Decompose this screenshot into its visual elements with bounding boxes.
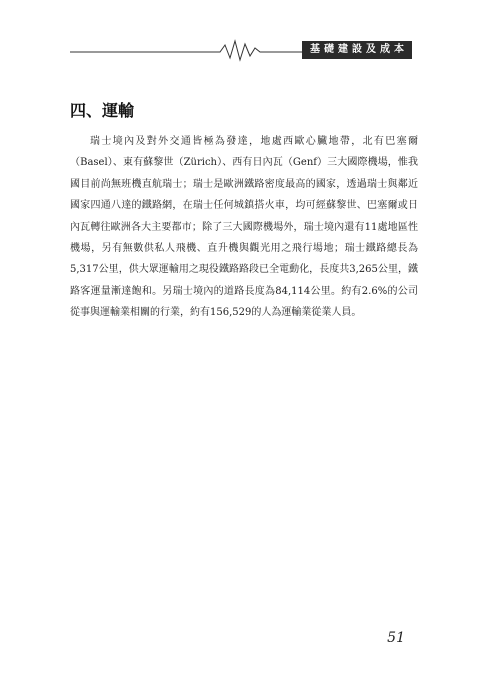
section-title: 四、運輸 [70,101,135,120]
header-label: 基礎建設及成本 [302,41,412,59]
page-number: 51 [387,630,405,646]
running-header [70,36,412,64]
section-paragraph: 瑞士境內及對外交通皆極為發達，地處西歐心臟地帶，北有巴塞爾（Basel）、東有蘇黎世（Zürich）、西有日內瓦（Genf）三大國際機場，惟我國目前尚無班機直航瑞士；瑞士是歐洲鐵路密度最高的國家，透過瑞士與鄰近國家四通八達的鐵路網，在瑞士任何城鎮搭火車，均可經蘇黎世、巴塞爾或日內瓦轉往歐洲各大主要都市；除了三大國際機場外，瑞士境內還有11處地區性機場，另有無數供私人飛機、直升機與觀光用之飛行場地；瑞士鐵路總長為5,317公里，供大眾運輸用之現役鐵路路段已全電動化，長度共3,265公里，鐵路客運量漸達飽和。另瑞士境內的道路長度為84,114公里。約有2.6%的公司從事與運輸業相關的行業，約有156,529的人為運輸業從業人員。 [70,136,418,319]
